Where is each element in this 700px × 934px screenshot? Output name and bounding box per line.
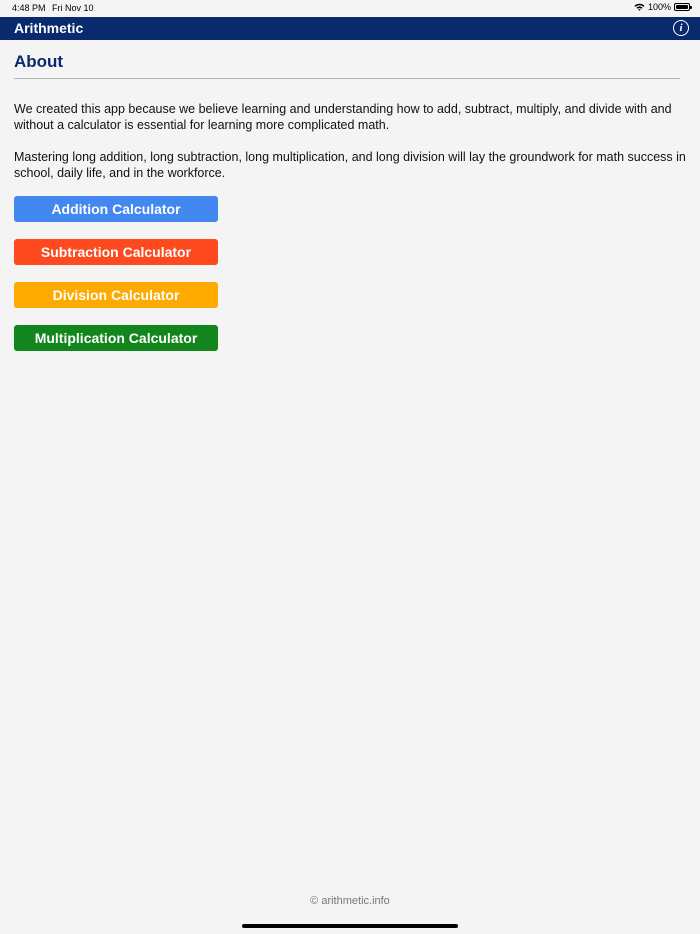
app-title: Arithmetic — [14, 20, 84, 36]
addition-calculator-button[interactable]: Addition Calculator — [14, 196, 218, 222]
about-paragraph-2: Mastering long addition, long subtraction, long multiplication, and long division will lay the groundwork for math success in school, daily life, and in the workforce. — [14, 150, 686, 180]
battery-icon — [674, 3, 690, 11]
battery-percent: 100% — [647, 2, 671, 12]
home-indicator[interactable] — [242, 924, 458, 928]
status-date: Fri Nov 10 — [52, 3, 94, 13]
status-indicators — [634, 2, 690, 12]
footer-copyright: © arithmetic.info — [310, 895, 390, 907]
info-icon[interactable]: i — [673, 20, 689, 36]
multiplication-calculator-button[interactable]: Multiplication Calculator — [14, 325, 218, 351]
battery-fill — [676, 5, 688, 9]
wifi-icon — [634, 3, 645, 11]
division-calculator-button[interactable]: Division Calculator — [14, 282, 218, 308]
nav-bar — [0, 17, 700, 40]
subtraction-calculator-button[interactable]: Subtraction Calculator — [14, 239, 218, 265]
status-time: 4:48 PM — [12, 3, 46, 13]
title-divider — [14, 78, 680, 79]
about-paragraph-1: We created this app because we believe learning and understanding how to add, subtract, multiply, and divide with and without a calculator is essential for learning more complicated math. — [14, 102, 672, 132]
page-title: About — [14, 52, 64, 71]
status-bar — [0, 0, 700, 17]
